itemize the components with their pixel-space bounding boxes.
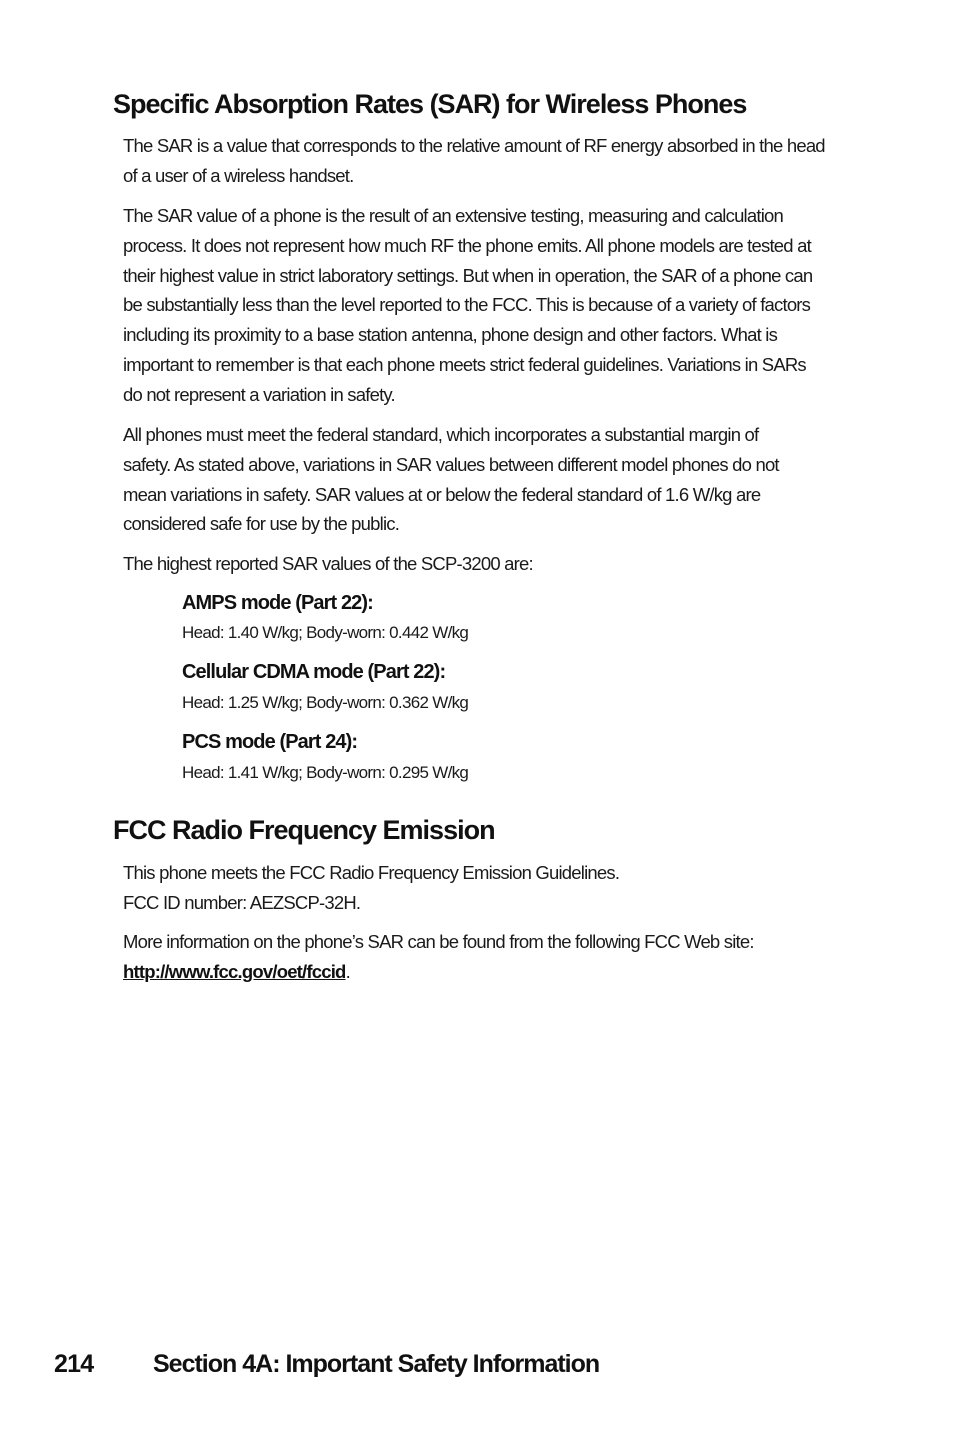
paragraph-line: considered safe for use by the public. bbox=[123, 513, 400, 535]
paragraph-line: process. It does not represent how much RF the phone emits. All phone models are tested at bbox=[123, 234, 811, 256]
pcs-mode-value: Head: 1.41 W/kg; Body-worn: 0.295 W/kg bbox=[182, 763, 469, 782]
fcc-heading: FCC Radio Frequency Emission bbox=[113, 815, 495, 845]
paragraph-line: All phones must meet the federal standard, which incorporates a substantial margin of bbox=[123, 424, 759, 445]
paragraph-line: The SAR is a value that corresponds to the relative amount of RF energy absorbed in the head bbox=[123, 135, 825, 156]
fcc-id-line: FCC ID number: AEZSCP-32H. bbox=[123, 891, 361, 913]
pcs-mode-label: PCS mode (Part 24): bbox=[182, 731, 358, 753]
paragraph-line: mean variations in safety. SAR values at or below the federal standard of 1.6 W/kg are bbox=[123, 483, 761, 505]
paragraph-line: More information on the phone’s SAR can be found from the following FCC Web site: bbox=[123, 931, 754, 952]
fcc-paragraph-1 bbox=[123, 858, 865, 918]
footer-section-title: Section 4A: Important Safety Information bbox=[153, 1350, 600, 1378]
link-suffix: . bbox=[345, 960, 350, 982]
paragraph-line: The SAR value of a phone is the result of an extensive testing, measuring and calculation bbox=[123, 205, 783, 226]
cdma-mode-label: Cellular CDMA mode (Part 22): bbox=[182, 661, 446, 683]
link-line bbox=[123, 957, 865, 987]
sar-paragraph-3 bbox=[123, 420, 865, 539]
paragraph-line: This phone meets the FCC Radio Frequency Emission Guidelines. bbox=[123, 862, 620, 883]
fcc-link[interactable]: http://www.fcc.gov/oet/fccid bbox=[123, 960, 346, 982]
amps-mode-value: Head: 1.40 W/kg; Body-worn: 0.442 W/kg bbox=[182, 623, 469, 642]
paragraph-line: of a user of a wireless handset. bbox=[123, 164, 354, 186]
cdma-mode-value: Head: 1.25 W/kg; Body-worn: 0.362 W/kg bbox=[182, 693, 469, 712]
sar-heading: Specific Absorption Rates (SAR) for Wireless Phones bbox=[113, 89, 747, 119]
page-number: 214 bbox=[54, 1350, 94, 1378]
paragraph-line: The highest reported SAR values of the SCP-3200 are: bbox=[123, 553, 533, 574]
paragraph-line: including its proximity to a base station antenna, phone design and other factors. What is bbox=[123, 324, 778, 346]
fcc-paragraph-2 bbox=[123, 927, 865, 987]
sar-paragraph-2 bbox=[123, 201, 865, 410]
amps-mode-label: AMPS mode (Part 22): bbox=[182, 592, 373, 614]
sar-paragraph-1 bbox=[123, 131, 865, 191]
sar-paragraph-4 bbox=[123, 549, 865, 579]
paragraph-line: important to remember is that each phone meets strict federal guidelines. Variations in SARs bbox=[123, 353, 806, 375]
paragraph-line: their highest value in strict laboratory settings. But when in operation, the SAR of a phone can bbox=[123, 264, 813, 286]
paragraph-line: safety. As stated above, variations in SAR values between different model phones do not bbox=[123, 453, 779, 475]
paragraph-line: do not represent a variation in safety. bbox=[123, 383, 395, 405]
paragraph-line: be substantially less than the level reported to the FCC. This is because of a variety of factors bbox=[123, 294, 811, 316]
